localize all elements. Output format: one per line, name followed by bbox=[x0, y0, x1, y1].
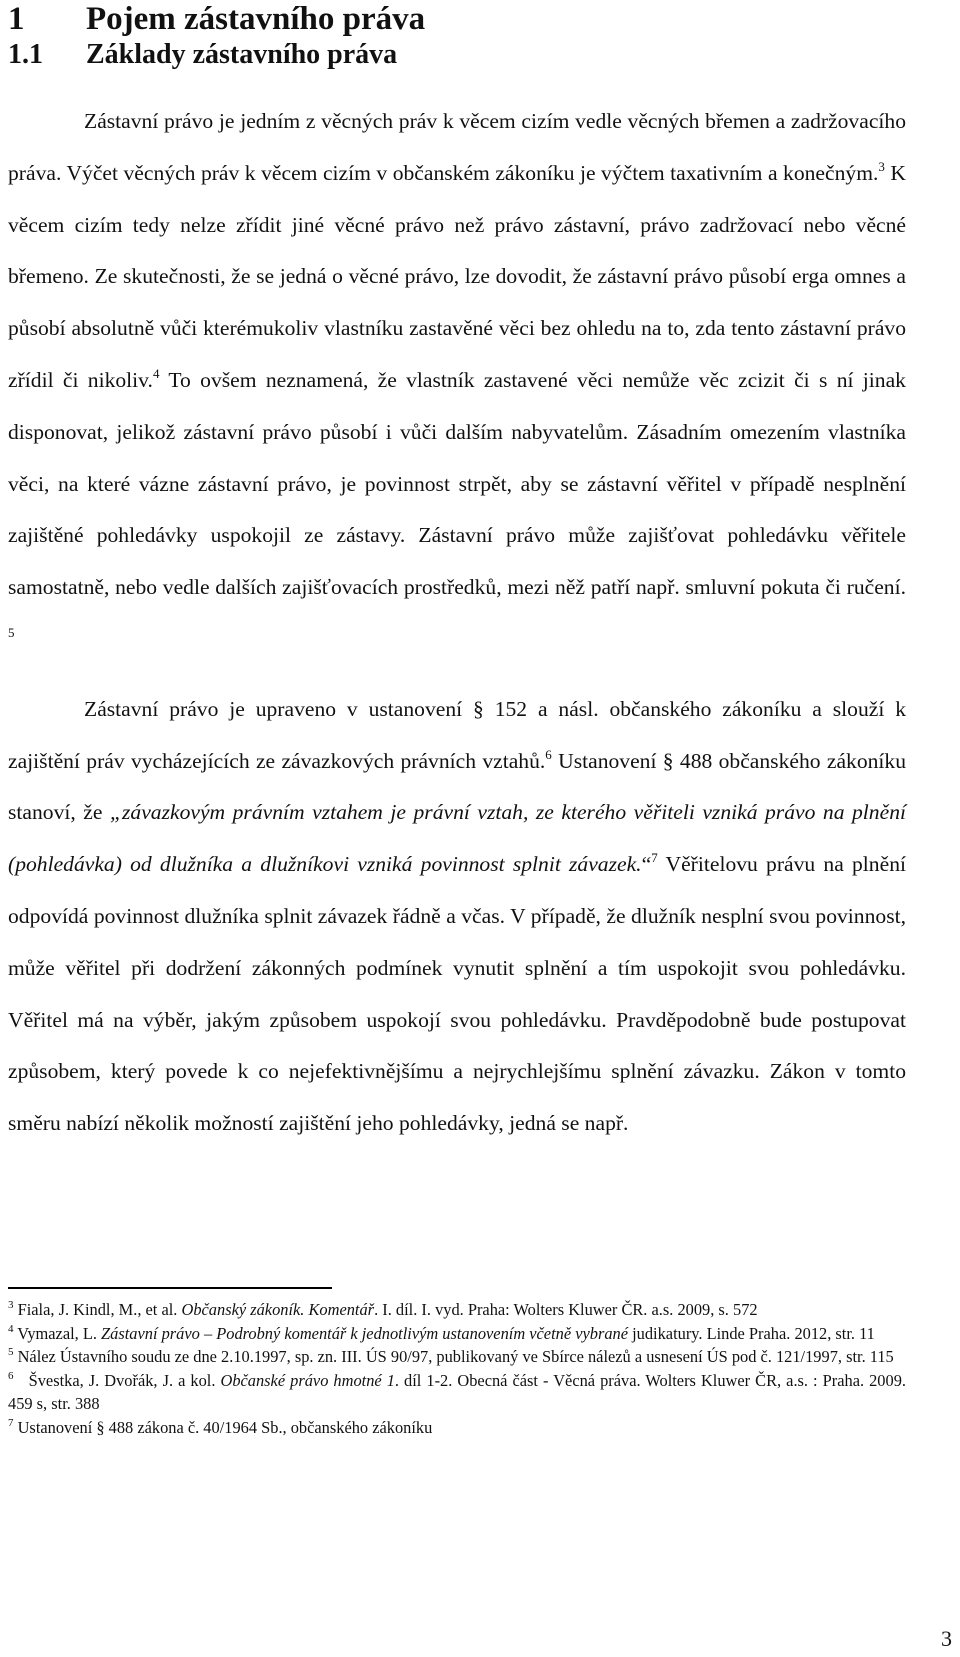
chapter-number: 1 bbox=[8, 1, 25, 37]
paragraph-1-text-c: To ovšem neznamená, že vlastník zastavené věci nemůže věc zcizit či s ní jinak disponovat, jelikož zástavní právo působí i vůči dalším nabyvatelům. Zásadním omezením vlastníka věci, na které vázne zástavní právo, je povinnost strpět, aby se zástavní věřitel v případě nesplnění zajištěné pohledávky uspokojil ze zástavy. Zástavní právo může zajišťovat pohledávku věřitele samostatně, nebo vedle dalších zajišťovacích prostředků, mezi něž patří např. smluvní pokuta či ručení. bbox=[8, 367, 906, 600]
footnote-number: 6 bbox=[8, 1369, 14, 1382]
footnote-separator bbox=[8, 1287, 332, 1289]
footnote-text: . díl 1-2. Obecná část - Věcná práva. Wolters Kluwer ČR, a.s. : Praha. 2009. 459 s, str. 388 bbox=[8, 1370, 906, 1413]
footnote bbox=[8, 1369, 906, 1416]
paragraph-1-text-b: K věcem cizím tedy nelze zřídit jiné věcné právo než právo zástavní, právo zadržovací nebo věcné břemeno. Ze skutečnosti, že se jedná o věcné právo, lze dovodit, že zástavní právo působí erga omnes a působí absolutně vůči kterémukoliv vlastníku zastavěné věci bez ohledu na to, zda tento zástavní právo zřídil či nikoliv. bbox=[8, 160, 906, 392]
footnote-title: Občanské právo hmotné 1 bbox=[220, 1370, 395, 1390]
footnote-text: Vymazal, L. bbox=[13, 1323, 102, 1343]
footnote-text: Nález Ústavního soudu ze dne 2.10.1997, sp. zn. III. ÚS 90/97, publikovaný ve Sbírce nálezů a usnesení ÚS pod č. 121/1997, str. 115 bbox=[13, 1347, 894, 1366]
quotation: „závazkovým právním vztahem je právní vztah, ze kterého věřiteli vzniká právo na plnění (pohledávka) od dlužníka a dlužníkovi vzniká povinnost splnit závazek. bbox=[8, 800, 906, 877]
footnote bbox=[8, 1416, 906, 1440]
footnote-text: Fiala, J. Kindl, M., et al. bbox=[13, 1300, 182, 1319]
paragraph-2-text-a: Zástavní právo je upraveno v ustanovení § 152 a násl. občanského zákoníku a slouží k zajištění práv vycházejících ze závazkových právních vztahů. bbox=[8, 696, 906, 773]
footnote-text: . I. díl. I. vyd. Praha: Wolters Kluwer ČR. a.s. 2009, s. 572 bbox=[374, 1300, 758, 1319]
section-number: 1.1 bbox=[8, 39, 43, 70]
footnote-number: 4 bbox=[8, 1322, 14, 1335]
paragraph-1-text-a: Zástavní právo je jedním z věcných práv k věcem cizím vedle věcných břemen a zadržovacího práva. Výčet věcných práv k věcem cizím v občanském zákoníku je výčtem taxativním a konečným. bbox=[8, 109, 906, 185]
section-title: Základy zástavního práva bbox=[86, 39, 398, 70]
page-number: 3 bbox=[941, 1626, 952, 1651]
body-text bbox=[8, 96, 906, 1150]
chapter-title: Pojem zástavního práva bbox=[86, 1, 426, 37]
footnote bbox=[8, 1322, 906, 1346]
footnote bbox=[8, 1298, 906, 1322]
chapter-heading bbox=[8, 0, 425, 38]
footnote-title: Občanský zákoník. Komentář bbox=[181, 1300, 375, 1319]
paragraph-2 bbox=[8, 684, 906, 1150]
footnote-number: 7 bbox=[8, 1416, 14, 1429]
footnote-text: judikatury. Linde Praha. 2012, str. 11 bbox=[628, 1323, 875, 1343]
footnote-ref-5[interactable]: 5 bbox=[8, 624, 15, 640]
footnote-ref-4[interactable]: 4 bbox=[152, 365, 160, 381]
footnote-ref-7[interactable]: 7 bbox=[651, 850, 658, 866]
footnote-ref-3[interactable]: 3 bbox=[878, 158, 885, 174]
footnote-text: Švestka, J. Dvořák, J. a kol. bbox=[13, 1370, 221, 1390]
section-heading bbox=[8, 38, 397, 72]
paragraph-1 bbox=[8, 96, 906, 666]
footnote bbox=[8, 1345, 906, 1369]
footnotes bbox=[8, 1298, 906, 1439]
paragraph-2-text-b: Ustanovení § 488 občanského zákoníku stanoví, že bbox=[8, 748, 907, 825]
paragraph-2-text-c: Věřitelovu právu na plnění odpovídá povinnost dlužníka splnit závazek řádně a včas. V případě, že dlužník nesplní svou povinnost, může věřitel při dodržení zákonných podmínek vynutit splnění a tím uspokojit svou pohledávku. Věřitel má na výběr, jakým způsobem uspokojí svou pohledávku. Pravděpodobně bude postupovat způsobem, který povede k co nejefektivnějšímu a nejrychlejšímu splnění závazku. Zákon v tomto směru nabízí několik možností zajištění jeho pohledávky, jedná se např. bbox=[8, 852, 906, 1136]
footnote-number: 3 bbox=[8, 1299, 14, 1311]
footnote-number: 5 bbox=[8, 1346, 14, 1358]
footnote-ref-6[interactable]: 6 bbox=[545, 746, 552, 762]
footnote-title: Zástavní právo – Podrobný komentář k jednotlivým ustanovením včetně vybrané bbox=[101, 1323, 628, 1343]
footnote-text: Ustanovení § 488 zákona č. 40/1964 Sb., občanského zákoníku bbox=[13, 1417, 433, 1437]
quotation-close: “ bbox=[641, 852, 652, 877]
